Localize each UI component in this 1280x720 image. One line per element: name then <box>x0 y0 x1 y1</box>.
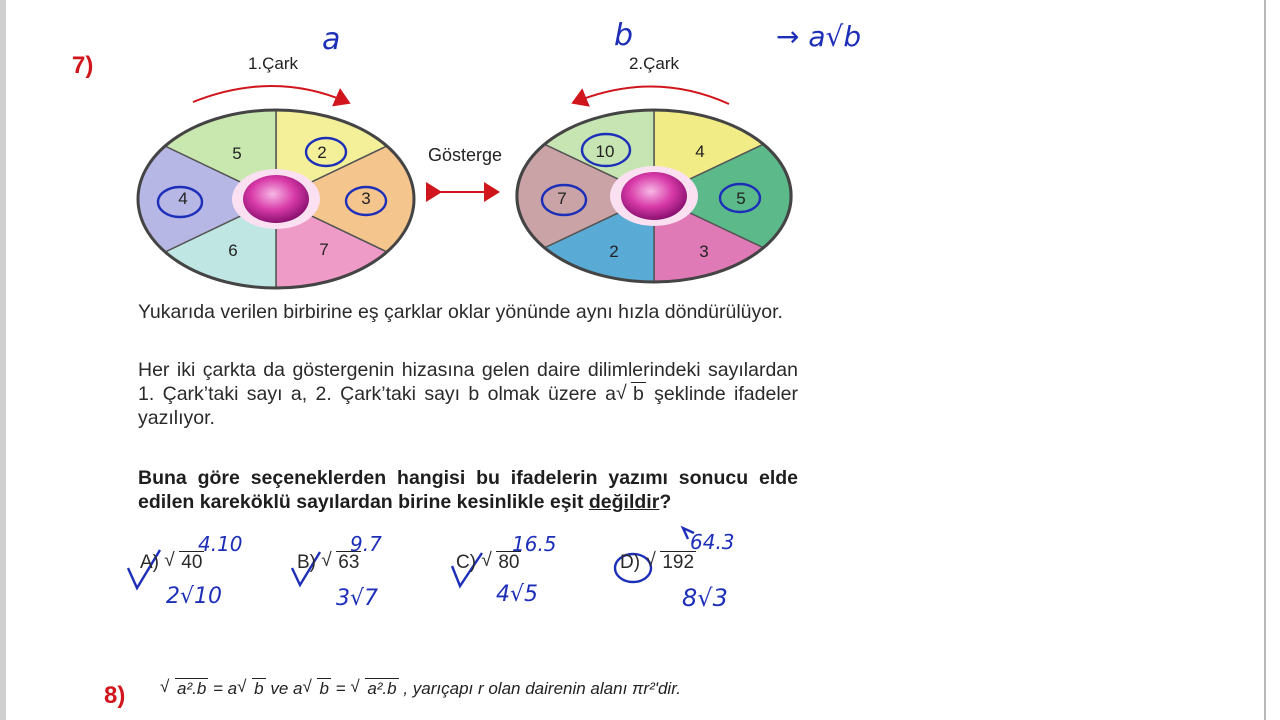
question-8-number: 8) <box>104 682 126 709</box>
question-7-number: 7) <box>72 52 94 79</box>
wheel1-segment: 6 <box>228 241 238 260</box>
handwritten-note: → a√b <box>776 20 862 53</box>
handwritten-a-top: 4.10 <box>198 532 243 556</box>
question-8-text: √ a².b = a√ b ve a√ b = √ a².b , yarıçapı r olan dairenin alanı πr²'dir. <box>160 679 681 699</box>
handwritten-d-bottom: 8√3 <box>682 584 728 612</box>
wheel2-segment: 10 <box>595 142 615 161</box>
wheel1-segment: 5 <box>232 144 242 163</box>
option-a[interactable]: A) √ 40 <box>140 552 204 574</box>
wheel1-segment: 4 <box>178 189 188 208</box>
wheel1-title: 1.Çark <box>247 54 299 73</box>
wheel2-segment: 7 <box>557 189 567 208</box>
handwritten-a-bottom: 2√10 <box>166 584 223 609</box>
handwritten-d-top: 64.3 <box>690 530 735 554</box>
wheel2-rotation-arrow <box>575 86 729 104</box>
handwritten-b-bottom: 3√7 <box>336 586 379 611</box>
handwritten-b: b <box>614 18 634 53</box>
paragraph-1: Yukarıda verilen birbirine eş çarklar oklar yönünde aynı hızla döndürülüyor. <box>138 301 783 323</box>
wheel-1 <box>138 110 414 288</box>
option-c[interactable]: C) √ 80 <box>456 552 521 574</box>
wheel1-segment: 7 <box>319 240 329 259</box>
wheel-2 <box>516 110 792 282</box>
handwritten-c-bottom: 4√5 <box>496 582 539 607</box>
wheel2-segment: 4 <box>695 142 705 161</box>
question-text: Buna göre seçeneklerden hangisi bu ifadelerin yazımı sonucu elde edilen kareköklü sayılardan birine kesinlikle eşit değildir? <box>138 467 798 513</box>
paragraph-2: Her iki çarkta da göstergenin hizasına gelen daire dilimlerindeki sayılardan 1. Çark’taki sayı a, 2. Çark’taki sayı b olmak üzere a√ b şeklinde ifadeler yazılıyor. <box>138 358 798 430</box>
wheel2-segment: 2 <box>609 242 619 261</box>
handwritten-c-top: 16.5 <box>512 532 557 556</box>
wheel2-segment: 5 <box>736 189 746 208</box>
handwritten-b-top: 9.7 <box>350 532 382 556</box>
wheel2-segment: 3 <box>699 242 709 261</box>
indicator-label: Gösterge <box>427 145 503 165</box>
wheel1-segment: 2 <box>317 143 327 162</box>
option-b[interactable]: B) √ 63 <box>297 552 361 574</box>
option-d[interactable]: D) √ 192 <box>620 552 696 574</box>
handwritten-a: a <box>322 22 341 57</box>
wheel2-title: 2.Çark <box>628 54 680 73</box>
wheel1-rotation-arrow <box>193 86 347 102</box>
wheel1-segment: 3 <box>361 189 371 208</box>
